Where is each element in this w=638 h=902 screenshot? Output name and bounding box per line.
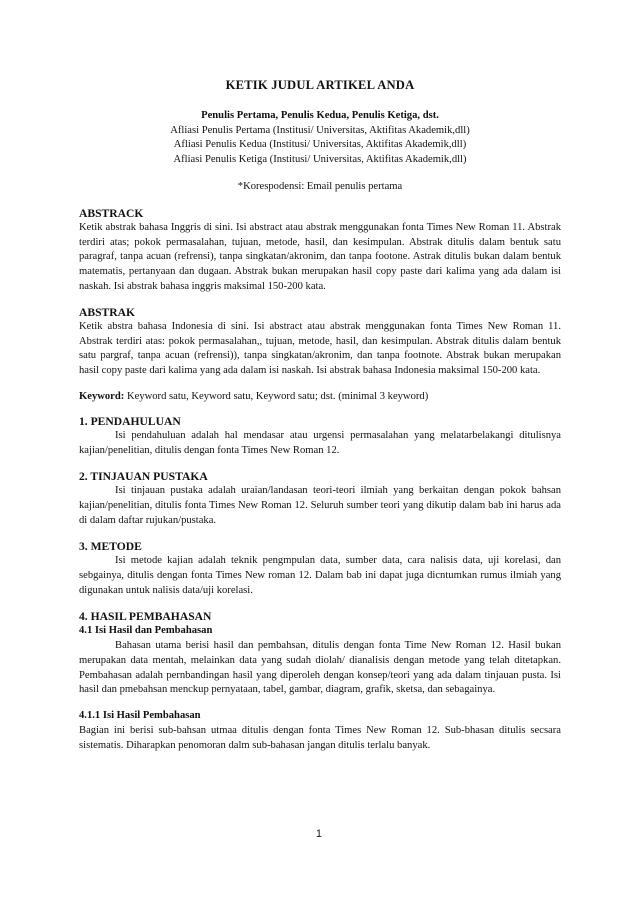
section-introduction-heading: 1. PENDAHULUAN <box>79 414 181 428</box>
correspondence-note: *Korespodensi: Email penulis pertama <box>237 180 403 192</box>
section-literature-review <box>79 470 561 529</box>
abstract-indonesian-heading: ABSTRAK <box>79 305 136 319</box>
abstract-english-body: Ketik abstrak bahasa Inggris di sini. Isi abstract atau abstrak menggunakan fonta Times New Roman 11. Abstrak terdiri atas; pokok permasalahan, tujuan, metode, hasil, dan kesimpulan. Abstrak ditulis dalam bentuk satu paragraf, tanpa acuan (refrensi), tanpa singkatan/akronim, dan tanpa footone. Astrak ditulis bukan dalam bentuk matematis, pertanyaan dan dugaan. Abstrak bukan merupakan hasil copy paste dari kalima yang ada dalam isi naskah. Isi abstrak bahasa inggris maksimal 150-200 kata. <box>79 221 561 292</box>
page-number: 1 <box>316 828 322 840</box>
document-page <box>79 78 561 754</box>
subsection-4-1-body: Bahasan utama berisi hasil dan pembahsan, ditulis dengan fonta Time New Roman 12. Hasil bukan merupakan data mentah, melainkan data yang sudah diolah/ dianalisis dengan metode yang telah ditetapkan. Pembahasan adalah pernbandingan hasil yang diperoleh dengan konsep/teori yang ada dalam tinjauan pusta. Isi hasil dan pmebahsan menckup pernyataan, tabel, gambar, diagram, grafik, sketsa, dan sebagainya. <box>79 639 561 696</box>
author-list: Penulis Pertama, Penulis Kedua, Penulis Ketiga, dst. <box>201 109 439 121</box>
section-method <box>79 540 561 599</box>
section-introduction-body: Isi pendahuluan adalah hal mendasar atau urgensi permasalahan yang melatarbelakangi ditulisnya kajian/penelitian, ditulis dengan fonta Times New Roman 12. <box>79 430 561 457</box>
article-title: KETIK JUDUL ARTIKEL ANDA <box>225 78 415 92</box>
abstract-english <box>79 207 561 295</box>
section-results <box>79 610 561 754</box>
section-literature-review-body: Isi tinjauan pustaka adalah uraian/landasan teori-teori ilmiah yang berkaitan dengan pokok bahsan kajian/penelitian, ditulis fonta Times New Roman 12. Seluruh sumber teori yang dikutip dalam bab ini harus ada di dalam daftar rujukan/pustaka. <box>79 485 561 526</box>
abstract-indonesian <box>79 306 561 379</box>
affiliation-1: Afliasi Penulis Pertama (Institusi/ Universitas, Aktifitas Akademik,dll) <box>170 124 470 136</box>
section-results-heading: 4. HASIL PEMBAHASAN <box>79 609 212 623</box>
section-introduction <box>79 415 561 459</box>
affiliation-3: Afliasi Penulis Ketiga (Institusi/ Universitas, Aktifitas Akademik,dll) <box>173 154 467 166</box>
subsection-4-1-1-heading: 4.1.1 Isi Hasil Pembahasan <box>79 710 201 722</box>
section-method-body: Isi metode kajian adalah teknik pengmpulan data, sumber data, cara nalisis data, uji korelasi, dan sebgainya, ditulis dengan fonta Times New roman 12. Dalam bab ini dapat juga dicntumkan rumus ilmiah yang digunakan untuk nalisis data/uji korelasi. <box>79 555 561 596</box>
keywords-label: Keyword: <box>79 390 125 402</box>
abstract-english-heading: ABSTRACK <box>79 206 144 220</box>
keywords-text: Keyword satu, Keyword satu, Keyword satu; dst. (minimal 3 keyword) <box>124 390 429 402</box>
subsection-4-1-1-body: Bagian ini berisi sub-bahsan utmaa ditulis dengan fonta Times New Roman 12. Sub-bhasan ditulis secsara sistematis. Diharapkan penomoran dalm sub-bahasan jangan ditulis terlalu banyak. <box>79 724 561 751</box>
section-literature-review-heading: 2. TINJAUAN PUSTAKA <box>79 469 208 483</box>
section-method-heading: 3. METODE <box>79 539 142 553</box>
keywords-line <box>79 390 561 405</box>
affiliation-2: Afliasi Penulis Kedua (Institusi/ Universitas, Aktifitas Akademik,dll) <box>173 139 467 151</box>
abstract-indonesian-body: Ketik abstra bahasa Indonesia di sini. Isi abstract atau abstrak menggunakan fonta Times New Roman 11. Abstrak terdiri atas: pokok permasalahan,, tujuan, metode, hasil, dan kesimpulan. Abstrak ditulis dalam bentuk satu pargraf, tanpa acuan (refrensi)), tanpa singkatan/akronim, dan tanpa footnote. Abstrak bukan merupakan hasil copy paste dari kalima yang ada dalam isi naskah. Isi abstrak bahasa Indonesia maksimal 150-200 kata. <box>79 320 561 377</box>
subsection-4-1-heading: 4.1 Isi Hasil dan Pembahasan <box>79 625 213 637</box>
